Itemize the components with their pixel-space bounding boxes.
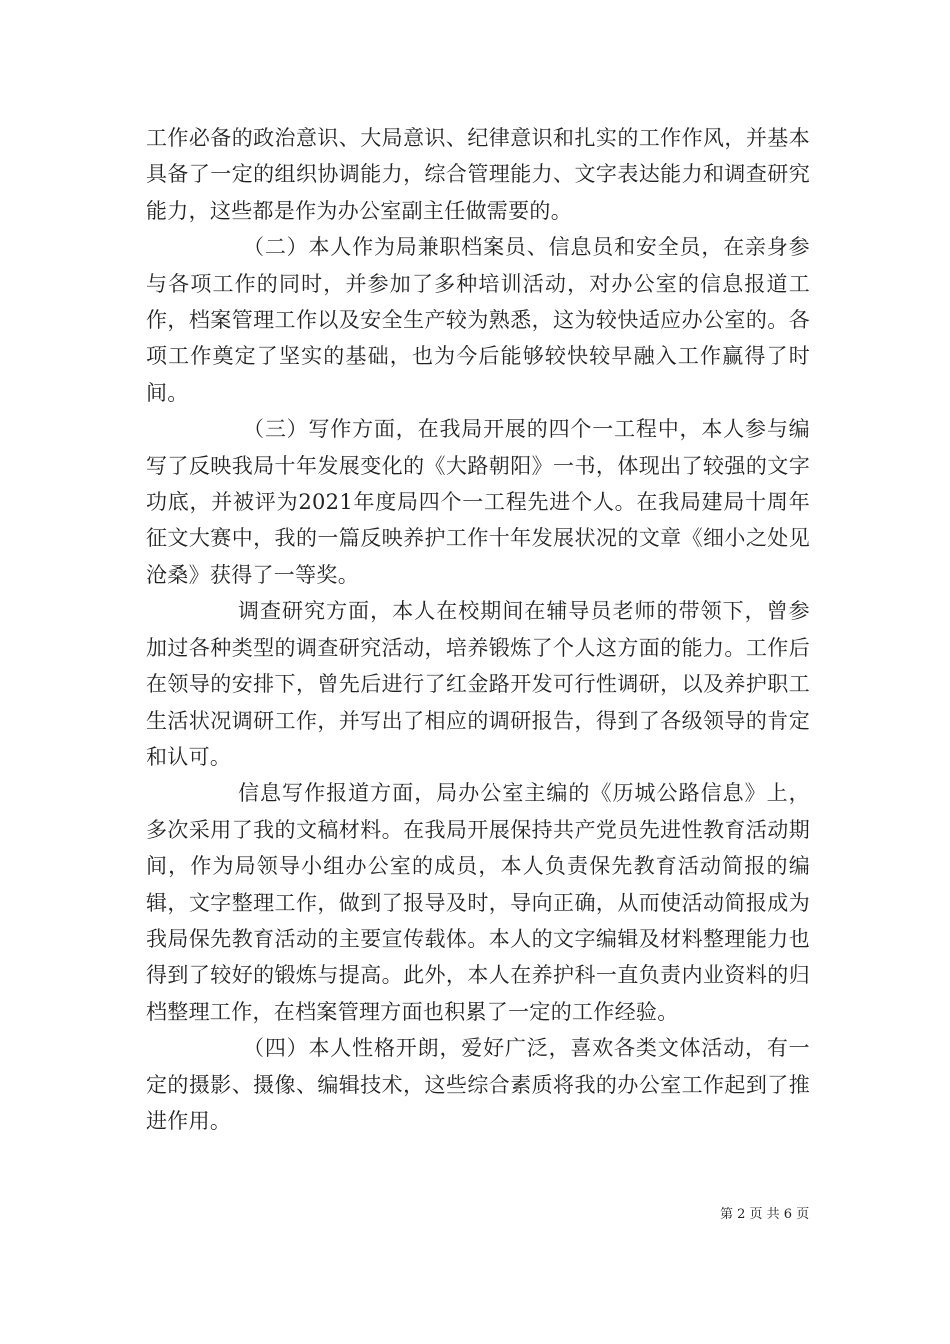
paragraph-3: （三）写作方面，在我局开展的四个一工程中，本人参与编写了反映我局十年发展变化的《大路朝阳》一书，体现出了较强的文字功底，并被评为2021年度局四个一工程先进个人。在我局建局十周年征文大赛中，我的一篇反映养护工作十年发展状况的文章《细小之处见沧桑》获得了一等奖。 — [146, 417, 810, 587]
paragraph-5: 信息写作报道方面，局办公室主编的《历城公路信息》上，多次采用了我的文稿材料。在我局开展保持共产党员先进性教育活动期间，作为局领导小组办公室的成员，本人负责保先教育活动简报的编辑，文字整理工作，做到了报导及时，导向正确，从而使活动简报成为我局保先教育活动的主要宣传载体。本人的文字编辑及材料整理能力也得到了较好的锻炼与提高。此外，本人在养护科一直负责内业资料的归档整理工作，在档案管理方面也积累了一定的工作经验。 — [146, 781, 810, 1024]
paragraph-6: （四）本人性格开朗，爱好广泛，喜欢各类文体活动，有一定的摄影、摄像、编辑技术，这些综合素质将我的办公室工作起到了推进作用。 — [146, 1036, 810, 1133]
page-number: 第 2 页 共 6 页 — [720, 1207, 810, 1222]
document-body — [146, 120, 810, 1139]
paragraph-1: 工作必备的政治意识、大局意识、纪律意识和扎实的工作作风，并基本具备了一定的组织协调能力，综合管理能力、文字表达能力和调查研究能力，这些都是作为办公室副主任做需要的。 — [146, 126, 810, 223]
paragraph-2: （二）本人作为局兼职档案员、信息员和安全员，在亲身参与各项工作的同时，并参加了多种培训活动，对办公室的信息报道工作，档案管理工作以及安全生产较为熟悉，这为较快适应办公室的。各项工作奠定了坚实的基础，也为今后能够较快较早融入工作赢得了时间。 — [146, 235, 810, 405]
paragraph-4: 调查研究方面，本人在校期间在辅导员老师的带领下，曾参加过各种类型的调查研究活动，培养锻炼了个人这方面的能力。工作后在领导的安排下，曾先后进行了红金路开发可行性调研，以及养护职工生活状况调研工作，并写出了相应的调研报告，得到了各级领导的肯定和认可。 — [146, 599, 810, 769]
